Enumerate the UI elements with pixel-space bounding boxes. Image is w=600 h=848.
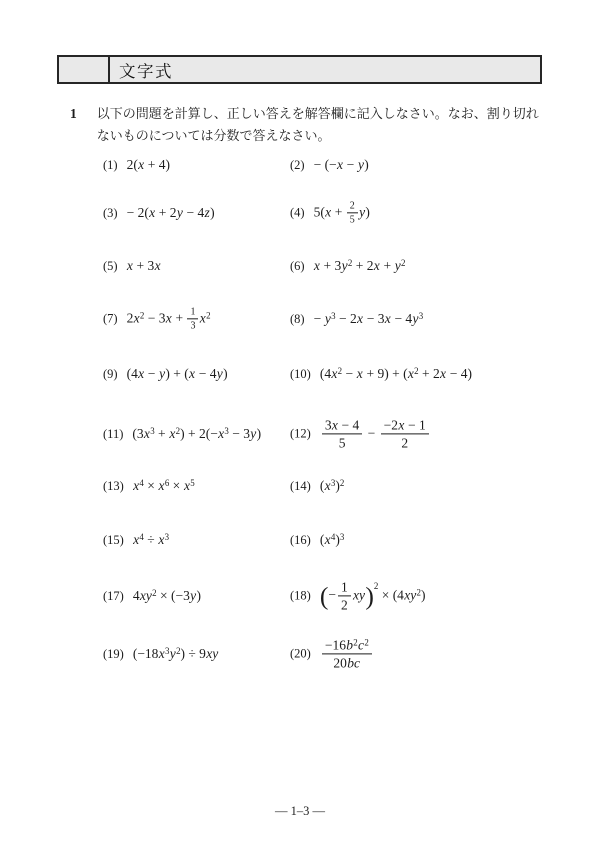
problem-item (103, 477, 195, 495)
problem-item (290, 200, 370, 225)
problem-row (0, 634, 600, 674)
problem-item (290, 257, 405, 275)
problem-expression: − (−x − y) (313, 157, 369, 172)
problem-label: (4) (290, 205, 305, 220)
problem-label: (11) (103, 427, 124, 441)
problem-label: (10) (290, 367, 311, 381)
problem-item (290, 417, 431, 450)
problem-row (0, 354, 600, 394)
problem-item (103, 425, 261, 443)
problem-item (290, 365, 472, 383)
page-title: 文字式 (119, 61, 173, 81)
problem-expression: $\frac{3x - 4}{5}$ − $\frac{-2x - 1}{2}$ (320, 425, 431, 440)
problem-label: (13) (103, 479, 124, 493)
problem-item (103, 531, 169, 549)
problem-expression: $\frac{-16b^2c^2}{20bc}$ (320, 645, 374, 660)
problem-label: (6) (290, 259, 305, 273)
problem-label: (17) (103, 589, 124, 603)
problem-item (290, 477, 344, 495)
problem-item (103, 645, 219, 663)
problem-item (290, 637, 374, 670)
problem-expression: − 2(x + 2y − 4z) (126, 205, 215, 220)
problem-item (290, 579, 425, 612)
instructions-line-2: ないものについては分数で答えなさい。 (96, 127, 331, 143)
problem-expression: (4x − y) + (x − 4y) (126, 366, 228, 381)
problem-number: 1 (70, 106, 77, 121)
problem-row (0, 576, 600, 616)
problem-expression: − $y^3 - 2x - 3x - 4y^3$ (313, 311, 424, 326)
problem-item (103, 257, 161, 275)
problem-item (290, 310, 423, 328)
problem-label: (1) (103, 158, 118, 172)
problem-item (290, 531, 344, 549)
problem-row (0, 299, 600, 339)
problem-expression: $x^4 \div x^3$ (133, 532, 170, 547)
problem-row (0, 520, 600, 560)
problem-expression: $(x^4)^3$ (319, 532, 345, 547)
problem-label: (12) (290, 426, 311, 441)
problem-label: (7) (103, 311, 118, 326)
problem-label: (3) (103, 206, 118, 220)
problem-item (103, 365, 228, 383)
instructions-line-1: 以下の問題を計算し、正しい答えを解答欄に記入しなさい。なお、割り切れ (96, 106, 539, 121)
problem-expression: $4xy^2 \times (-3y)$ (132, 588, 201, 603)
problem-item (103, 587, 201, 605)
problem-row (0, 193, 600, 233)
problem-expression: 5(x + $\frac{2}{5}$ y) (313, 200, 370, 226)
problem-expression: $(4x^2 - x + 9) + (x^2 + 2x - 4)$ (319, 366, 472, 381)
problem-label: (8) (290, 312, 305, 326)
problem-expression: $(x^3)^2$ (319, 478, 345, 493)
problem-expression: $(-18x^3y^2) \div 9xy$ (132, 646, 219, 661)
problem-row (0, 466, 600, 506)
problem-row (0, 246, 600, 286)
problem-expression: $(3x^3 + x^2) + 2(-x^3 - 3y)$ (132, 426, 262, 441)
problem-label: (19) (103, 647, 124, 661)
problem-label: (2) (290, 158, 305, 172)
page-number: — 1–3 — (275, 804, 325, 818)
problem-label: (20) (290, 646, 311, 661)
problem-expression: ( − $\frac{1}{2}$ xy ) $^2 \times (4xy^2)$ (319, 579, 426, 613)
problem-item (103, 156, 170, 174)
problem-expression: $2x^2 - 3x$ + $\frac{1}{3}$ $x^2$ (126, 306, 211, 332)
problem-item (103, 204, 215, 222)
problem-label: (9) (103, 367, 118, 381)
problem-label: (5) (103, 259, 118, 273)
problem-item (103, 306, 211, 331)
problem-label: (16) (290, 533, 311, 547)
problem-expression: 2(x + 4) (126, 157, 171, 172)
problem-row (0, 414, 600, 454)
problem-label: (15) (103, 533, 124, 547)
problem-item (290, 156, 369, 174)
problem-expression: $x^4 \times x^6 \times x^5$ (133, 478, 195, 493)
problem-expression: x + 3x (126, 258, 161, 273)
problem-label: (18) (290, 588, 311, 603)
problem-expression: $x + 3y^2 + 2x + y^2$ (313, 258, 406, 273)
problem-row (0, 145, 600, 185)
problem-label: (14) (290, 479, 311, 493)
